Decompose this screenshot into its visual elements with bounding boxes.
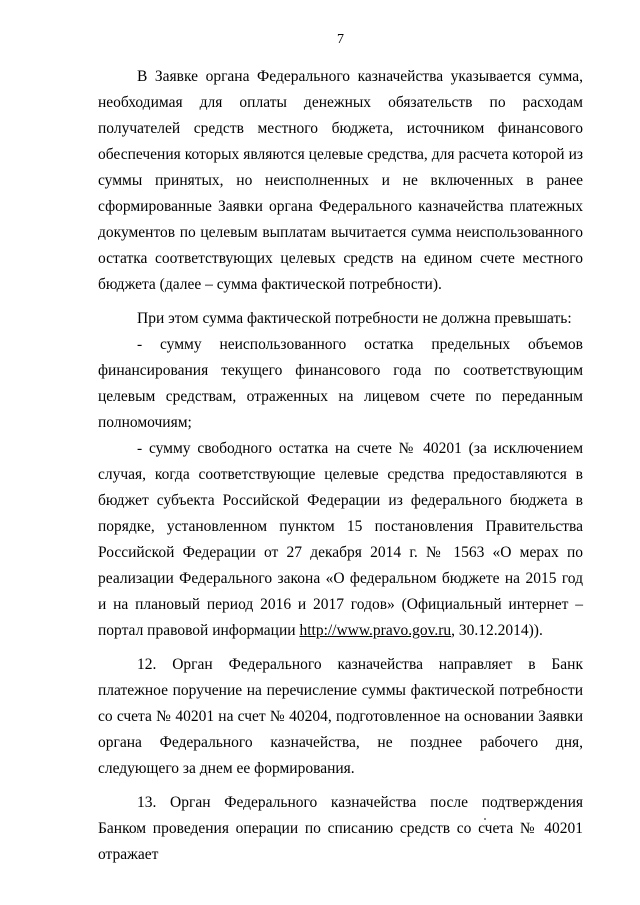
paragraph-item-13: 13. Орган Федерального казначейства после подтверждения Банком проведения операции по списанию средств со счета № 40201 отражает	[98, 794, 583, 863]
paragraph-limit-intro: При этом сумма фактической потребности не должна превышать:	[137, 310, 572, 327]
list-item-unused-balance: - сумму неиспользованного остатка предельных объемов финансирования текущего финансового года по соответствующим целевым средствам, отраженных на лицевом счете по переданным полномочиям;	[98, 336, 583, 431]
pravo-gov-link[interactable]: http://www.pravo.gov.ru	[299, 622, 452, 639]
scan-artifact-dot	[484, 818, 486, 820]
free-balance-text-end: , 30.12.2014)).	[451, 622, 543, 639]
paragraph-item-12: 12. Орган Федерального казначейства направляет в Банк платежное поручение на перечисление суммы фактической потребности со счета № 40201 на счет № 40204, подготовленное на основании Заявки органа Федерального казначейства, не позднее рабочего дня, следующего за днем ее формирования.	[98, 656, 583, 777]
list-item-free-balance	[98, 436, 583, 644]
paragraph-application-sum: В Заявке органа Федерального казначейства указывается сумма, необходимая для оплаты денежных обязательств по расходам получателей средств местного бюджета, источником финансового обеспечения которых являются целевые средства, для расчета которой из суммы принятых, но неисполненных и не включенных в ранее сформированные Заявки органа Федерального казначейства платежных документов по целевым выплатам вычитается сумма неиспользованного остатка соответствующих целевых средств на едином счете местного бюджета (далее – сумма фактической потребности).	[98, 68, 583, 293]
page-number: 7	[337, 32, 344, 47]
free-balance-text: - сумму свободного остатка на счете № 40201 (за исключением случая, когда соответствующие целевые средства предоставляются в бюджет субъекта Российской Федерации из федерального бюджета в порядке, установленном пунктом 15 постановления Правительства Российской Федерации от 27 декабря 2014 г. № 1563 «О мерах по реализации Федерального закона «О федеральном бюджете на 2015 год и на плановый период 2016 и 2017 годов» (Официальный интернет – портал правовой информации	[98, 440, 583, 639]
